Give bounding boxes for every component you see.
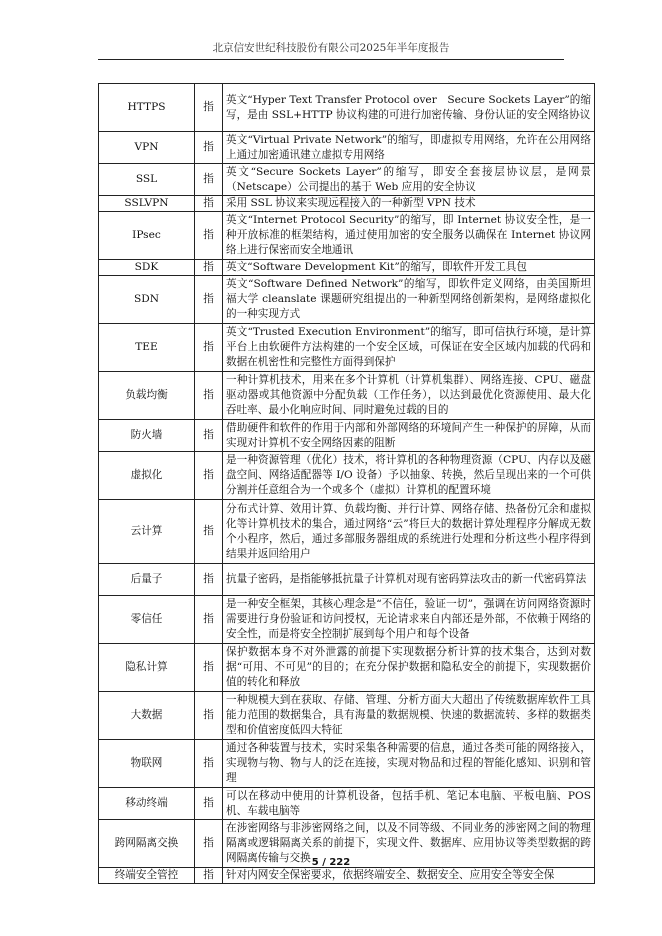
table-row bbox=[99, 372, 595, 420]
definition-cell: 英文“Internet Protocol Security”的缩写，即 Internet 协议安全性，是一种开放标准的框架结构，通过使用加密的安全服务以确保在 Internet 协议网络上进行保密而安全地通讯 bbox=[223, 212, 595, 260]
table-row bbox=[99, 452, 595, 500]
definition-cell: 抗量子密码，是指能够抵抗量子计算机对现有密码算法攻击的新一代密码算法 bbox=[223, 564, 595, 596]
definition-cell: 英文“Virtual Private Network”的缩写，即虚拟专用网络，允许在公用网络上通过加密通讯建立虚拟专用网络 bbox=[223, 132, 595, 164]
term-cell: 负载均衡 bbox=[99, 372, 195, 420]
term-cell: 物联网 bbox=[99, 740, 195, 788]
term-cell: 虚拟化 bbox=[99, 452, 195, 500]
refers-to-cell: 指 bbox=[195, 820, 223, 868]
term-cell: 终端安全管控 bbox=[99, 868, 195, 884]
refers-to-cell: 指 bbox=[195, 196, 223, 212]
refers-to-cell: 指 bbox=[195, 868, 223, 884]
definition-cell: 保护数据本身不对外泄露的前提下实现数据分析计算的技术集合，达到对数据“可用、不可见”的目的；在充分保护数据和隐私安全的前提下，实现数据价值的转化和释放 bbox=[223, 644, 595, 692]
refers-to-cell: 指 bbox=[195, 276, 223, 324]
refers-to-cell: 指 bbox=[195, 84, 223, 132]
refers-to-cell: 指 bbox=[195, 420, 223, 452]
table-row bbox=[99, 420, 595, 452]
term-cell: 隐私计算 bbox=[99, 644, 195, 692]
refers-to-cell: 指 bbox=[195, 644, 223, 692]
page-number: 5 / 222 bbox=[311, 857, 351, 868]
definition-cell: 针对内网安全保密要求，依据终端安全、数据安全、应用安全等安全保 bbox=[223, 868, 595, 884]
definition-cell: 通过各种装置与技术，实时采集各种需要的信息，通过各类可能的网络接入，实现物与物、物与人的泛在连接，实现对物品和过程的智能化感知、识别和管理 bbox=[223, 740, 595, 788]
term-cell: SDN bbox=[99, 276, 195, 324]
refers-to-cell: 指 bbox=[195, 788, 223, 820]
definition-cell: 英文“Software Development Kit”的缩写，即软件开发工具包 bbox=[223, 260, 595, 276]
table-row bbox=[99, 596, 595, 644]
term-cell: VPN bbox=[99, 132, 195, 164]
table-row bbox=[99, 260, 595, 276]
refers-to-cell: 指 bbox=[195, 164, 223, 196]
table-row bbox=[99, 276, 595, 324]
term-cell: 防火墙 bbox=[99, 420, 195, 452]
refers-to-cell: 指 bbox=[195, 692, 223, 740]
refers-to-cell: 指 bbox=[195, 596, 223, 644]
term-cell: TEE bbox=[99, 324, 195, 372]
refers-to-cell: 指 bbox=[195, 324, 223, 372]
refers-to-cell: 指 bbox=[195, 452, 223, 500]
definition-cell: 是一种资源管理（优化）技术，将计算机的各种物理资源（CPU、内存以及磁盘空间、网络适配器等 I/O 设备）予以抽象、转换，然后呈现出来的一个可供分割并任意组合为一个或多个（虚拟）计算机的配置环境 bbox=[223, 452, 595, 500]
refers-to-cell: 指 bbox=[195, 372, 223, 420]
table-row bbox=[99, 692, 595, 740]
refers-to-cell: 指 bbox=[195, 212, 223, 260]
table-row bbox=[99, 324, 595, 372]
term-cell: SSL bbox=[99, 164, 195, 196]
table-row bbox=[99, 164, 595, 196]
definition-cell: 采用 SSL 协议来实现远程接入的一种新型 VPN 技术 bbox=[223, 196, 595, 212]
definition-cell: 是一种安全框架，其核心理念是“不信任，验证一切”，强调在访问网络资源时需要进行身份验证和访问授权，无论请求来自内部还是外部，不依赖于网络的安全性，而是将安全控制扩展到每个用户和每个设备 bbox=[223, 596, 595, 644]
page-header: 北京信安世纪科技股份有限公司2025年半年度报告 bbox=[212, 42, 450, 54]
refers-to-cell: 指 bbox=[195, 564, 223, 596]
table-row bbox=[99, 84, 595, 132]
term-cell: 零信任 bbox=[99, 596, 195, 644]
definition-cell: 在涉密网络与非涉密网络之间，以及不同等级、不同业务的涉密网之间的物理隔离或逻辑隔离关系的前提下，实现文件、数据库、应用协议等类型数据的跨网隔离传输与交换 bbox=[223, 820, 595, 868]
table-row bbox=[99, 788, 595, 820]
definition-cell: 英文“Hyper Text Transfer Protocol over Secure Sockets Layer”的缩写，是由 SSL+HTTP 协议构建的可进行加密传输、身份认证的安全网络协议 bbox=[223, 84, 595, 132]
definition-cell: 借助硬件和软件的作用于内部和外部网络的环境间产生一种保护的屏障，从而实现对计算机不安全网络因素的阻断 bbox=[223, 420, 595, 452]
refers-to-cell: 指 bbox=[195, 132, 223, 164]
definition-cell: 英文“Secure Sockets Layer”的缩写，即安全套接层协议层，是网景（Netscape）公司提出的基于 Web 应用的安全协议 bbox=[223, 164, 595, 196]
header-rule bbox=[98, 59, 564, 60]
term-cell: SDK bbox=[99, 260, 195, 276]
definition-cell: 英文“Trusted Execution Environment”的缩写，即可信执行环境，是计算平台上由软硬件方法构建的一个安全区域，可保证在安全区域内加载的代码和数据在机密性和完整性方面得到保护 bbox=[223, 324, 595, 372]
table-row bbox=[99, 644, 595, 692]
table-row bbox=[99, 500, 595, 564]
definition-cell: 一种规模大到在获取、存储、管理、分析方面大大超出了传统数据库软件工具能力范围的数据集合，具有海量的数据规模、快速的数据流转、多样的数据类型和价值密度低四大特征 bbox=[223, 692, 595, 740]
refers-to-cell: 指 bbox=[195, 260, 223, 276]
table-row bbox=[99, 132, 595, 164]
term-cell: 跨网隔离交换 bbox=[99, 820, 195, 868]
term-cell: 云计算 bbox=[99, 500, 195, 564]
definition-cell: 分布式计算、效用计算、负载均衡、并行计算、网络存储、热备份冗余和虚拟化等计算机技术的集合，通过网络“云”将巨大的数据计算处理程序分解成无数个小程序，然后，通过多部服务器组成的系统进行处理和分析这些小程序得到结果并返回给用户 bbox=[223, 500, 595, 564]
definition-cell: 英文“Software Defined Network”的缩写，即软件定义网络，由美国斯坦福大学 cleanslate 课题研究组提出的一种新型网络创新架构，是网络虚拟化的一种实现方式 bbox=[223, 276, 595, 324]
table-row bbox=[99, 564, 595, 596]
table-row bbox=[99, 212, 595, 260]
term-cell: 大数据 bbox=[99, 692, 195, 740]
table-row bbox=[99, 196, 595, 212]
refers-to-cell: 指 bbox=[195, 500, 223, 564]
term-cell: 移动终端 bbox=[99, 788, 195, 820]
term-cell: 后量子 bbox=[99, 564, 195, 596]
refers-to-cell: 指 bbox=[195, 740, 223, 788]
definition-cell: 一种计算机技术，用来在多个计算机（计算机集群）、网络连接、CPU、磁盘驱动器或其他资源中分配负载（工作任务），以达到最优化资源使用、最大化吞吐率、最小化响应时间、同时避免过载的目的 bbox=[223, 372, 595, 420]
term-cell: SSLVPN bbox=[99, 196, 195, 212]
definition-cell: 可以在移动中使用的计算机设备，包括手机、笔记本电脑、平板电脑、POS 机、车载电脑等 bbox=[223, 788, 595, 820]
glossary-table bbox=[98, 83, 595, 884]
table-row bbox=[99, 740, 595, 788]
term-cell: IPsec bbox=[99, 212, 195, 260]
table-row bbox=[99, 868, 595, 884]
term-cell: HTTPS bbox=[99, 84, 195, 132]
